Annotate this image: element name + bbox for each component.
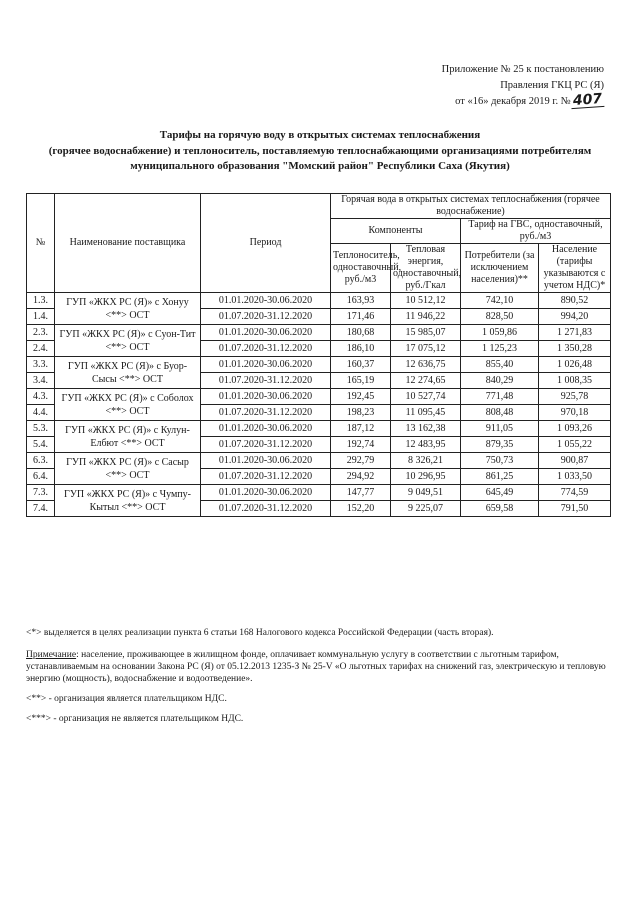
group-header-tariff: Тариф на ГВС, одноставочный, руб./м3 [461,219,611,244]
table-row [27,357,611,373]
heat-energy-value: 10 296,95 [391,469,461,485]
footnote-vat-allocation: <*> выделяется в целях реализации пункта 6 статьи 168 Налогового кодекса Российской Федерации (часть вторая). [26,628,494,638]
footnotes [26,627,614,733]
document-title [20,128,620,175]
heat-carrier-value: 186,10 [331,341,391,357]
appendix-line-1: Приложение № 25 к постановлению [441,64,604,75]
row-period: 01.01.2020-30.06.2020 [201,357,331,373]
row-index: 3.3. [27,357,55,373]
footnote-note [26,649,614,685]
row-index: 2.3. [27,325,55,341]
consumers-tariff-value: 808,48 [461,405,539,421]
row-period: 01.01.2020-30.06.2020 [201,453,331,469]
consumers-tariff-value: 1 059,86 [461,325,539,341]
population-tariff-value: 1 008,35 [539,373,611,389]
row-period: 01.01.2020-30.06.2020 [201,485,331,501]
consumers-tariff-value: 659,58 [461,501,539,517]
row-index: 4.4. [27,405,55,421]
heat-energy-value: 12 274,65 [391,373,461,389]
heat-energy-value: 12 636,75 [391,357,461,373]
heat-energy-value: 13 162,38 [391,421,461,437]
col-header-index: № [27,194,55,293]
row-period: 01.07.2020-31.12.2020 [201,341,331,357]
supplier-name: ГУП «ЖКХ РС (Я)» с Чумпу-Кытыл <**> ОСТ [55,485,201,517]
row-index: 7.3. [27,485,55,501]
row-index: 6.4. [27,469,55,485]
decree-number: 407 [572,91,603,110]
heat-energy-value: 11 095,45 [391,405,461,421]
heat-carrier-value: 292,79 [331,453,391,469]
consumers-tariff-value: 855,40 [461,357,539,373]
col-header-consumers: Потребители (за исключением населения)** [461,244,539,293]
footnote-not-vat-payer: <***> - организация не является плательщиком НДС. [26,714,244,724]
heat-carrier-value: 152,20 [331,501,391,517]
table-row [27,389,611,405]
heat-carrier-value: 187,12 [331,421,391,437]
heat-carrier-value: 294,92 [331,469,391,485]
consumers-tariff-value: 828,50 [461,309,539,325]
population-tariff-value: 970,18 [539,405,611,421]
consumers-tariff-value: 750,73 [461,453,539,469]
heat-carrier-value: 192,45 [331,389,391,405]
row-index: 5.4. [27,437,55,453]
consumers-tariff-value: 911,05 [461,421,539,437]
heat-energy-value: 15 985,07 [391,325,461,341]
supplier-name: ГУП «ЖКХ РС (Я)» с Буор-Сысы <**> ОСТ [55,357,201,389]
heat-energy-value: 17 075,12 [391,341,461,357]
group-header-components: Компоненты [331,219,461,244]
col-header-heat-energy: Тепловая энергия, одноставочный, руб./Гкал [391,244,461,293]
appendix-header [364,62,604,110]
population-tariff-value: 925,78 [539,389,611,405]
heat-energy-value: 11 946,22 [391,309,461,325]
row-index: 4.3. [27,389,55,405]
row-period: 01.01.2020-30.06.2020 [201,389,331,405]
row-index: 7.4. [27,501,55,517]
col-header-supplier: Наименование поставщика [55,194,201,293]
row-index: 3.4. [27,373,55,389]
heat-carrier-value: 180,68 [331,325,391,341]
title-line-1: Тарифы на горячую воду в открытых системах теплоснабжения [159,129,481,141]
tariff-table-body [27,293,611,517]
table-row [27,325,611,341]
footnote-vat-payer: <**> - организация является плательщиком НДС. [26,694,227,704]
heat-energy-value: 10 512,12 [391,293,461,309]
population-tariff-value: 890,52 [539,293,611,309]
supplier-name: ГУП «ЖКХ РС (Я)» с Хонуу <**> ОСТ [55,293,201,325]
consumers-tariff-value: 879,35 [461,437,539,453]
row-period: 01.07.2020-31.12.2020 [201,469,331,485]
row-index: 6.3. [27,453,55,469]
consumers-tariff-value: 1 125,23 [461,341,539,357]
heat-carrier-value: 198,23 [331,405,391,421]
title-line-3: муниципального образования "Момский район" Республики Саха (Якутия) [130,160,510,172]
population-tariff-value: 1 033,50 [539,469,611,485]
row-period: 01.07.2020-31.12.2020 [201,437,331,453]
footnote-note-label: Примечание [26,650,77,660]
col-header-population: Население (тарифы указываются с учетом НДС)* [539,244,611,293]
title-line-2: (горячее водоснабжение) и теплоноситель, поставляемую теплоснабжающими организациями потребителям [48,144,592,157]
table-row [27,293,611,309]
supplier-name: ГУП «ЖКХ РС (Я)» с Кулун-Елбют <**> ОСТ [55,421,201,453]
supplier-name: ГУП «ЖКХ РС (Я)» с Соболох <**> ОСТ [55,389,201,421]
tariff-table [26,193,611,517]
row-index: 1.4. [27,309,55,325]
population-tariff-value: 1 350,28 [539,341,611,357]
footnote-note-text: : население, проживающее в жилищном фонде, оплачивает коммунальную услугу в соответствии с льготным тарифом, устанавливаемым на основании Закона РС (Я) от 05.12.2013 1235-З № 25-V «О льготных тарифах на снижений газ, электрическую и тепловую энергию (мощность), водоснабжение и водоотведение». [26,650,606,684]
population-tariff-value: 1 026,48 [539,357,611,373]
heat-energy-value: 8 326,21 [391,453,461,469]
row-period: 01.07.2020-31.12.2020 [201,309,331,325]
row-period: 01.07.2020-31.12.2020 [201,501,331,517]
decree-date: от «16» декабря 2019 г. № [455,96,571,107]
population-tariff-value: 994,20 [539,309,611,325]
heat-carrier-value: 147,77 [331,485,391,501]
population-tariff-value: 791,50 [539,501,611,517]
heat-carrier-value: 165,19 [331,373,391,389]
heat-carrier-value: 163,93 [331,293,391,309]
heat-energy-value: 12 483,95 [391,437,461,453]
population-tariff-value: 1 055,22 [539,437,611,453]
heat-carrier-value: 160,37 [331,357,391,373]
heat-carrier-value: 192,74 [331,437,391,453]
consumers-tariff-value: 742,10 [461,293,539,309]
population-tariff-value: 1 093,26 [539,421,611,437]
consumers-tariff-value: 771,48 [461,389,539,405]
row-index: 5.3. [27,421,55,437]
population-tariff-value: 774,59 [539,485,611,501]
row-period: 01.01.2020-30.06.2020 [201,325,331,341]
group-header-hot-water: Горячая вода в открытых системах теплоснабжения (горячее водоснабжение) [331,194,611,219]
consumers-tariff-value: 861,25 [461,469,539,485]
heat-carrier-value: 171,46 [331,309,391,325]
appendix-line-2: Правления ГКЦ РС (Я) [500,80,604,91]
heat-energy-value: 9 049,51 [391,485,461,501]
consumers-tariff-value: 645,49 [461,485,539,501]
consumers-tariff-value: 840,29 [461,373,539,389]
col-header-heat-carrier: Теплоноситель, одноставочный, руб./м3 [331,244,391,293]
col-header-period: Период [201,194,331,293]
table-row [27,421,611,437]
supplier-name: ГУП «ЖКХ РС (Я)» с Суон-Тит <**> ОСТ [55,325,201,357]
supplier-name: ГУП «ЖКХ РС (Я)» с Сасыр <**> ОСТ [55,453,201,485]
row-period: 01.01.2020-30.06.2020 [201,293,331,309]
heat-energy-value: 10 527,74 [391,389,461,405]
appendix-line-3 [364,91,604,110]
table-row [27,453,611,469]
row-period: 01.01.2020-30.06.2020 [201,421,331,437]
row-period: 01.07.2020-31.12.2020 [201,405,331,421]
table-row [27,485,611,501]
population-tariff-value: 1 271,83 [539,325,611,341]
heat-energy-value: 9 225,07 [391,501,461,517]
row-index: 2.4. [27,341,55,357]
row-index: 1.3. [27,293,55,309]
row-period: 01.07.2020-31.12.2020 [201,373,331,389]
population-tariff-value: 900,87 [539,453,611,469]
